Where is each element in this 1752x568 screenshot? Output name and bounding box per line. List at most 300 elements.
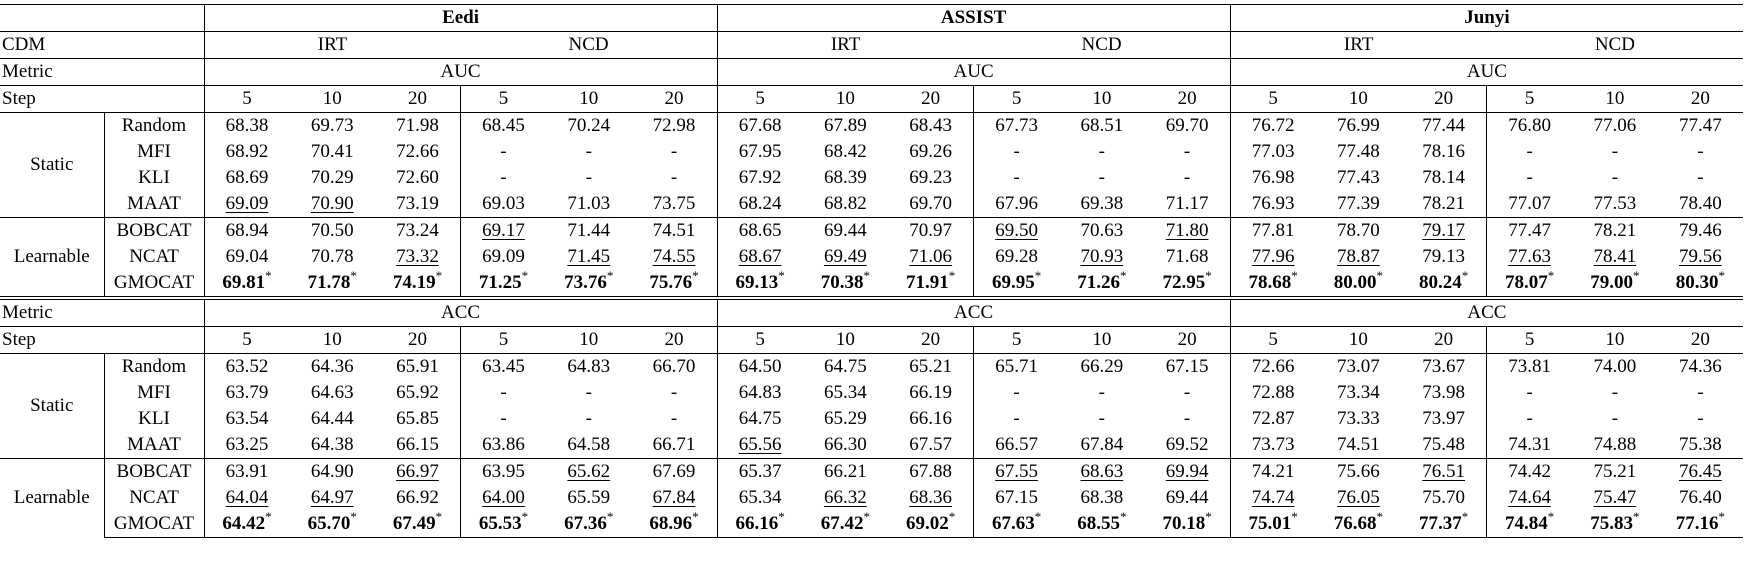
metric-value-cell	[1572, 485, 1658, 511]
metric-value-cell	[1401, 218, 1487, 245]
metric-value-cell: 71.98	[375, 113, 461, 140]
step-header: 20	[375, 327, 461, 354]
significance-mark: *	[948, 267, 956, 283]
metric-value-cell: 75.48	[1422, 434, 1465, 455]
second-best-value: 71.06	[909, 246, 952, 267]
metric-value-cell: 69.23	[909, 167, 952, 188]
metric-value-cell: 66.57	[974, 432, 1060, 459]
best-value: 80.24	[1418, 272, 1462, 293]
best-value: 65.70	[307, 513, 351, 534]
metric-value-cell: 74.31	[1487, 432, 1573, 459]
metric-value-cell: 68.94	[204, 218, 290, 245]
second-best-value: 78.41	[1593, 246, 1637, 267]
header-row-cdm	[0, 32, 1743, 59]
second-best-value: 66.32	[823, 487, 867, 508]
metric-value-cell: 64.75	[803, 354, 889, 381]
metric-value-cell: -	[1098, 382, 1105, 403]
metric-value-cell	[1401, 508, 1487, 538]
metric-value-cell: 69.04	[204, 244, 290, 270]
metric-value-cell: 77.47	[1487, 218, 1573, 245]
metric-value-cell: 69.73	[290, 113, 376, 140]
metric-value-cell: 73.33	[1336, 408, 1380, 429]
metric-value-cell: 63.86	[461, 432, 547, 459]
metric-value-cell	[1316, 485, 1402, 511]
second-best-value: 67.84	[652, 487, 696, 508]
step-header: 5	[717, 327, 803, 354]
metric-value-cell: -	[1098, 408, 1105, 429]
step-header: 5	[461, 327, 547, 354]
metric-value-cell	[632, 244, 718, 270]
metric-value-cell: 65.91	[375, 354, 461, 381]
metric-value-cell: 76.40	[1679, 487, 1722, 508]
second-best-value: 79.17	[1422, 220, 1465, 241]
header-row-step	[0, 327, 1743, 354]
step-header: 20	[1401, 327, 1487, 354]
second-best-value: 79.56	[1679, 246, 1722, 267]
second-best-value: 77.96	[1251, 246, 1295, 267]
step-header: 20	[632, 327, 718, 354]
step-header: 10	[290, 86, 376, 113]
metric-value-cell	[1487, 267, 1573, 298]
second-best-value: 69.50	[995, 220, 1038, 241]
second-best-value: 64.04	[225, 487, 269, 508]
metric-value-cell: 69.09	[461, 244, 547, 270]
metric-value-cell	[1401, 459, 1487, 486]
metric-value-cell: 66.16	[909, 408, 952, 429]
metric-value-cell: 68.65	[717, 218, 803, 245]
metric-value-cell: 67.73	[974, 113, 1060, 140]
metric-value-cell: 66.21	[803, 459, 889, 486]
metric-value-cell	[290, 508, 376, 538]
metric-value-cell: 73.67	[1401, 354, 1487, 381]
step-header: 20	[1145, 327, 1231, 354]
metric-value-cell: -	[1697, 382, 1704, 403]
best-value: 72.95	[1162, 272, 1206, 293]
metric-value-cell: 70.78	[310, 246, 354, 267]
metric-value-cell: 69.03	[461, 191, 547, 218]
metric-value-cell: -	[461, 139, 547, 165]
metric-value-cell: 66.29	[1059, 354, 1145, 381]
significance-mark: *	[350, 508, 357, 524]
metric-value-cell: 75.70	[1422, 487, 1465, 508]
results-table-container	[0, 4, 1752, 538]
metric-value-cell: 74.42	[1487, 459, 1573, 486]
metric-value-cell: 75.38	[1679, 434, 1722, 455]
metric-value-cell	[375, 244, 461, 270]
best-value: 68.96	[649, 513, 693, 534]
step-header: 20	[1401, 86, 1487, 113]
method-row-kli	[0, 165, 1743, 191]
metric-value-cell: 72.66	[396, 141, 439, 162]
best-value: 75.83	[1590, 513, 1633, 534]
metric-value-cell: 68.51	[1059, 113, 1145, 140]
metric-value-cell: 77.47	[1658, 113, 1744, 140]
metric-value-cell: 69.28	[974, 244, 1060, 270]
metric-value-cell: 68.39	[823, 167, 867, 188]
metric-value-cell: 77.81	[1230, 218, 1316, 245]
best-value: 73.76	[564, 272, 607, 293]
best-value: 67.49	[392, 513, 436, 534]
metric-value-cell: 74.88	[1593, 434, 1637, 455]
metric-value-cell: 64.83	[546, 354, 632, 381]
best-value: 78.07	[1504, 272, 1548, 293]
metric-value-cell	[1145, 218, 1231, 245]
header-row-metric	[0, 298, 1743, 327]
metric-value-cell: -	[1697, 167, 1704, 188]
step-header: 10	[290, 327, 376, 354]
metric-value-cell	[803, 244, 889, 270]
best-value: 69.81	[222, 272, 266, 293]
metric-value-cell: 78.16	[1422, 141, 1465, 162]
row-label-cdm: CDM	[0, 32, 204, 59]
metric-value-cell: -	[1697, 141, 1704, 162]
metric-value-cell	[290, 485, 376, 511]
metric-value-cell	[461, 508, 547, 538]
metric-value-cell: 66.19	[909, 382, 952, 403]
significance-mark: *	[606, 267, 614, 283]
metric-value-cell: 69.70	[909, 193, 952, 214]
best-value: 71.91	[905, 272, 949, 293]
metric-value-cell: 73.19	[396, 193, 439, 214]
method-name: KLI	[104, 406, 204, 432]
step-header: 20	[632, 86, 718, 113]
best-value: 70.38	[820, 272, 864, 293]
metric-value-cell	[888, 267, 974, 298]
metric-value-cell: 64.90	[290, 459, 376, 486]
metric-value-cell: 75.21	[1572, 459, 1658, 486]
metric-value-cell: 79.13	[1422, 246, 1465, 267]
step-header: 10	[1059, 327, 1145, 354]
metric-value-cell	[1401, 267, 1487, 298]
metric-value-cell: 64.36	[290, 354, 376, 381]
second-best-value: 70.93	[1080, 246, 1124, 267]
metric-value-cell: 72.88	[1230, 380, 1316, 406]
metric-value-cell: 72.66	[1230, 354, 1316, 381]
significance-mark: *	[863, 267, 870, 283]
metric-value-cell	[888, 485, 974, 511]
significance-mark: *	[692, 267, 699, 283]
metric-value-cell	[1658, 508, 1744, 538]
metric-value-cell	[717, 432, 803, 459]
metric-value-cell: 69.44	[1165, 487, 1209, 508]
metric-value-cell: 74.51	[632, 218, 718, 245]
second-best-value: 70.90	[310, 193, 354, 214]
method-row-maat	[0, 191, 1743, 218]
step-header: 20	[1658, 86, 1744, 113]
method-row-random	[0, 354, 1743, 381]
dataset-name: Eedi	[442, 7, 480, 28]
method-name: NCAT	[104, 244, 204, 270]
metric-value-cell: 69.70	[1145, 113, 1231, 140]
metric-value-cell	[1487, 244, 1573, 270]
metric-value-cell	[1316, 267, 1402, 298]
metric-value-cell	[375, 508, 461, 538]
best-value: 80.30	[1675, 272, 1719, 293]
best-value: 67.36	[564, 513, 607, 534]
metric-value-cell	[1572, 244, 1658, 270]
significance-mark: *	[778, 508, 785, 524]
step-header: 20	[888, 327, 974, 354]
metric-value-cell	[632, 508, 718, 538]
metric-header: ACC	[1230, 298, 1743, 327]
metric-value-cell: -	[1611, 167, 1619, 188]
metric-value-cell: 64.50	[717, 354, 803, 381]
method-name: BOBCAT	[104, 459, 204, 486]
best-value: 77.16	[1675, 513, 1719, 534]
row-label-dataset	[0, 5, 204, 32]
significance-mark: *	[1632, 508, 1640, 524]
step-header: 10	[1572, 86, 1658, 113]
metric-value-cell	[546, 267, 632, 298]
metric-value-cell: 63.25	[204, 432, 290, 459]
metric-value-cell: 78.40	[1679, 193, 1722, 214]
significance-mark: *	[1632, 267, 1640, 283]
second-best-value: 71.80	[1165, 220, 1209, 241]
significance-mark: *	[863, 508, 870, 524]
metric-value-cell: 68.69	[204, 165, 290, 191]
metric-value-cell	[1059, 244, 1145, 270]
metric-value-cell: 66.15	[396, 434, 439, 455]
metric-value-cell: 69.26	[909, 141, 952, 162]
second-best-value: 76.05	[1336, 487, 1380, 508]
method-row-mfi	[0, 139, 1743, 165]
metric-value-cell: 69.52	[1165, 434, 1209, 455]
significance-mark: *	[1376, 267, 1383, 283]
metric-value-cell: -	[1611, 382, 1619, 403]
significance-mark: *	[948, 508, 956, 524]
step-header: 5	[1487, 327, 1573, 354]
metric-value-cell: 69.38	[1080, 193, 1124, 214]
method-name: GMOCAT	[104, 511, 204, 538]
second-best-value: 74.64	[1508, 487, 1551, 508]
method-row-maat	[0, 432, 1743, 459]
metric-value-cell: 67.15	[1145, 354, 1231, 381]
metric-value-cell: 67.57	[909, 434, 952, 455]
results-table	[0, 4, 1743, 538]
metric-value-cell: 67.96	[974, 191, 1060, 218]
best-value: 71.25	[478, 272, 522, 293]
metric-value-cell: 66.70	[632, 354, 718, 381]
metric-value-cell: 71.44	[546, 218, 632, 245]
metric-value-cell: 65.29	[823, 408, 867, 429]
metric-value-cell: 63.91	[204, 459, 290, 486]
metric-value-cell: 70.97	[888, 218, 974, 245]
metric-value-cell	[1658, 459, 1744, 486]
second-best-value: 64.97	[310, 487, 354, 508]
metric-value-cell	[1316, 244, 1402, 270]
best-value: 69.95	[991, 272, 1035, 293]
metric-value-cell: 68.38	[1080, 487, 1124, 508]
best-value: 69.02	[905, 513, 949, 534]
metric-value-cell: -	[1487, 380, 1573, 406]
metric-value-cell	[1572, 508, 1658, 538]
second-best-value: 71.45	[567, 246, 611, 267]
metric-value-cell: -	[670, 167, 678, 188]
metric-value-cell: 72.98	[632, 113, 718, 140]
row-label-metric: Metric	[0, 298, 204, 327]
metric-value-cell: 67.84	[1080, 434, 1124, 455]
metric-value-cell	[803, 508, 889, 538]
metric-value-cell: 74.00	[1572, 354, 1658, 381]
method-name: GMOCAT	[104, 270, 204, 298]
significance-mark: *	[1461, 508, 1469, 524]
metric-header: AUC	[204, 59, 717, 86]
metric-value-cell: 73.98	[1422, 382, 1465, 403]
significance-mark: *	[265, 508, 272, 524]
metric-value-cell: -	[1183, 141, 1191, 162]
metric-value-cell: 77.48	[1336, 141, 1380, 162]
second-best-value: 68.36	[909, 487, 952, 508]
metric-value-cell: -	[1487, 165, 1573, 191]
step-header: 5	[1230, 327, 1316, 354]
metric-value-cell: 76.72	[1230, 113, 1316, 140]
significance-mark: *	[1291, 508, 1298, 524]
cdm-header-ncd: NCD	[1487, 32, 1744, 59]
method-name: MFI	[104, 139, 204, 165]
metric-value-cell: 65.85	[396, 408, 439, 429]
metric-value-cell: 76.80	[1487, 113, 1573, 140]
second-best-value: 76.51	[1422, 461, 1465, 482]
metric-value-cell: 65.37	[717, 459, 803, 486]
step-header: 10	[803, 327, 889, 354]
second-best-value: 78.87	[1336, 246, 1380, 267]
metric-value-cell	[546, 244, 632, 270]
best-value: 64.42	[222, 513, 266, 534]
metric-value-cell: -	[1183, 382, 1191, 403]
step-header: 10	[1572, 327, 1658, 354]
metric-value-cell: 74.36	[1658, 354, 1744, 381]
metric-value-cell	[461, 485, 547, 511]
metric-value-cell	[204, 191, 290, 218]
metric-value-cell	[632, 485, 718, 511]
row-label-step: Step	[0, 327, 204, 354]
metric-value-cell: 64.44	[310, 408, 354, 429]
metric-value-cell	[974, 508, 1060, 538]
method-name: BOBCAT	[104, 218, 204, 245]
method-row-bobcat	[0, 459, 1743, 486]
step-header: 5	[204, 327, 290, 354]
metric-value-cell	[1230, 508, 1316, 538]
metric-value-cell	[204, 267, 290, 298]
metric-value-cell: -	[974, 380, 1060, 406]
group-label-learnable: Learnable	[0, 459, 104, 538]
significance-mark: *	[778, 267, 785, 283]
significance-mark: *	[1034, 267, 1042, 283]
best-value: 67.42	[820, 513, 864, 534]
significance-mark: *	[1718, 267, 1726, 283]
metric-value-cell: -	[1611, 408, 1619, 429]
step-header: 5	[974, 327, 1060, 354]
metric-value-cell: 71.03	[567, 193, 611, 214]
metric-value-cell: -	[1183, 408, 1191, 429]
metric-value-cell: -	[585, 167, 592, 188]
best-value: 66.16	[735, 513, 779, 534]
metric-value-cell: -	[1098, 141, 1105, 162]
second-best-value: 64.00	[482, 487, 525, 508]
significance-mark: *	[265, 267, 272, 283]
row-label-metric: Metric	[0, 59, 204, 86]
best-value: 79.00	[1590, 272, 1633, 293]
metric-value-cell: 65.92	[396, 382, 439, 403]
metric-value-cell: -	[461, 165, 547, 191]
metric-value-cell	[290, 267, 376, 298]
metric-value-cell: 68.38	[204, 113, 290, 140]
cdm-header-irt: IRT	[717, 32, 974, 59]
step-header: 5	[1230, 86, 1316, 113]
metric-value-cell: -	[974, 165, 1060, 191]
method-name: MAAT	[104, 191, 204, 218]
metric-value-cell	[1487, 485, 1573, 511]
metric-value-cell	[375, 459, 461, 486]
cdm-header-ncd: NCD	[974, 32, 1231, 59]
second-best-value: 67.55	[995, 461, 1038, 482]
dataset-name: ASSIST	[940, 7, 1007, 28]
metric-value-cell: 68.82	[823, 193, 867, 214]
metric-value-cell: -	[461, 380, 547, 406]
best-value: 71.26	[1077, 272, 1120, 293]
metric-value-cell	[803, 267, 889, 298]
step-header: 5	[204, 86, 290, 113]
metric-value-cell: -	[670, 408, 678, 429]
metric-value-cell: 73.34	[1336, 382, 1380, 403]
metric-value-cell: 78.14	[1422, 167, 1465, 188]
metric-value-cell: 67.68	[717, 113, 803, 140]
metric-value-cell: -	[585, 408, 592, 429]
metric-value-cell	[803, 485, 889, 511]
metric-value-cell: 78.70	[1316, 218, 1402, 245]
method-row-ncat	[0, 244, 1743, 270]
step-header: 20	[888, 86, 974, 113]
metric-value-cell: 65.34	[823, 382, 867, 403]
metric-value-cell: -	[1183, 167, 1191, 188]
metric-value-cell: 71.68	[1165, 246, 1209, 267]
metric-value-cell: 66.92	[396, 487, 439, 508]
metric-value-cell: 67.88	[888, 459, 974, 486]
metric-value-cell	[546, 459, 632, 486]
method-row-mfi	[0, 380, 1743, 406]
metric-value-cell: 78.21	[1572, 218, 1658, 245]
metric-value-cell: 68.45	[461, 113, 547, 140]
metric-value-cell: 69.44	[803, 218, 889, 245]
best-value: 68.55	[1077, 513, 1120, 534]
metric-value-cell	[1145, 508, 1231, 538]
step-header: 20	[1658, 327, 1744, 354]
metric-value-cell: 77.06	[1572, 113, 1658, 140]
second-best-value: 73.32	[396, 246, 439, 267]
header-row-step	[0, 86, 1743, 113]
second-best-value: 68.63	[1080, 461, 1124, 482]
metric-value-cell	[1230, 267, 1316, 298]
metric-value-cell	[1059, 459, 1145, 486]
significance-mark: *	[1119, 508, 1127, 524]
method-name: Random	[104, 113, 204, 140]
step-header: 10	[546, 327, 632, 354]
metric-value-cell: 65.21	[888, 354, 974, 381]
second-best-value: 66.97	[396, 461, 439, 482]
cdm-header-ncd: NCD	[461, 32, 718, 59]
metric-value-cell	[632, 267, 718, 298]
metric-value-cell: 68.43	[888, 113, 974, 140]
step-header: 10	[1059, 86, 1145, 113]
step-header: 10	[1316, 86, 1402, 113]
dataset-header-assist	[717, 5, 1230, 32]
best-value: 74.19	[392, 272, 436, 293]
significance-mark: *	[521, 508, 529, 524]
best-value: 75.01	[1248, 513, 1292, 534]
metric-value-cell	[1230, 485, 1316, 511]
metric-value-cell: 66.71	[652, 434, 696, 455]
step-header: 10	[546, 86, 632, 113]
